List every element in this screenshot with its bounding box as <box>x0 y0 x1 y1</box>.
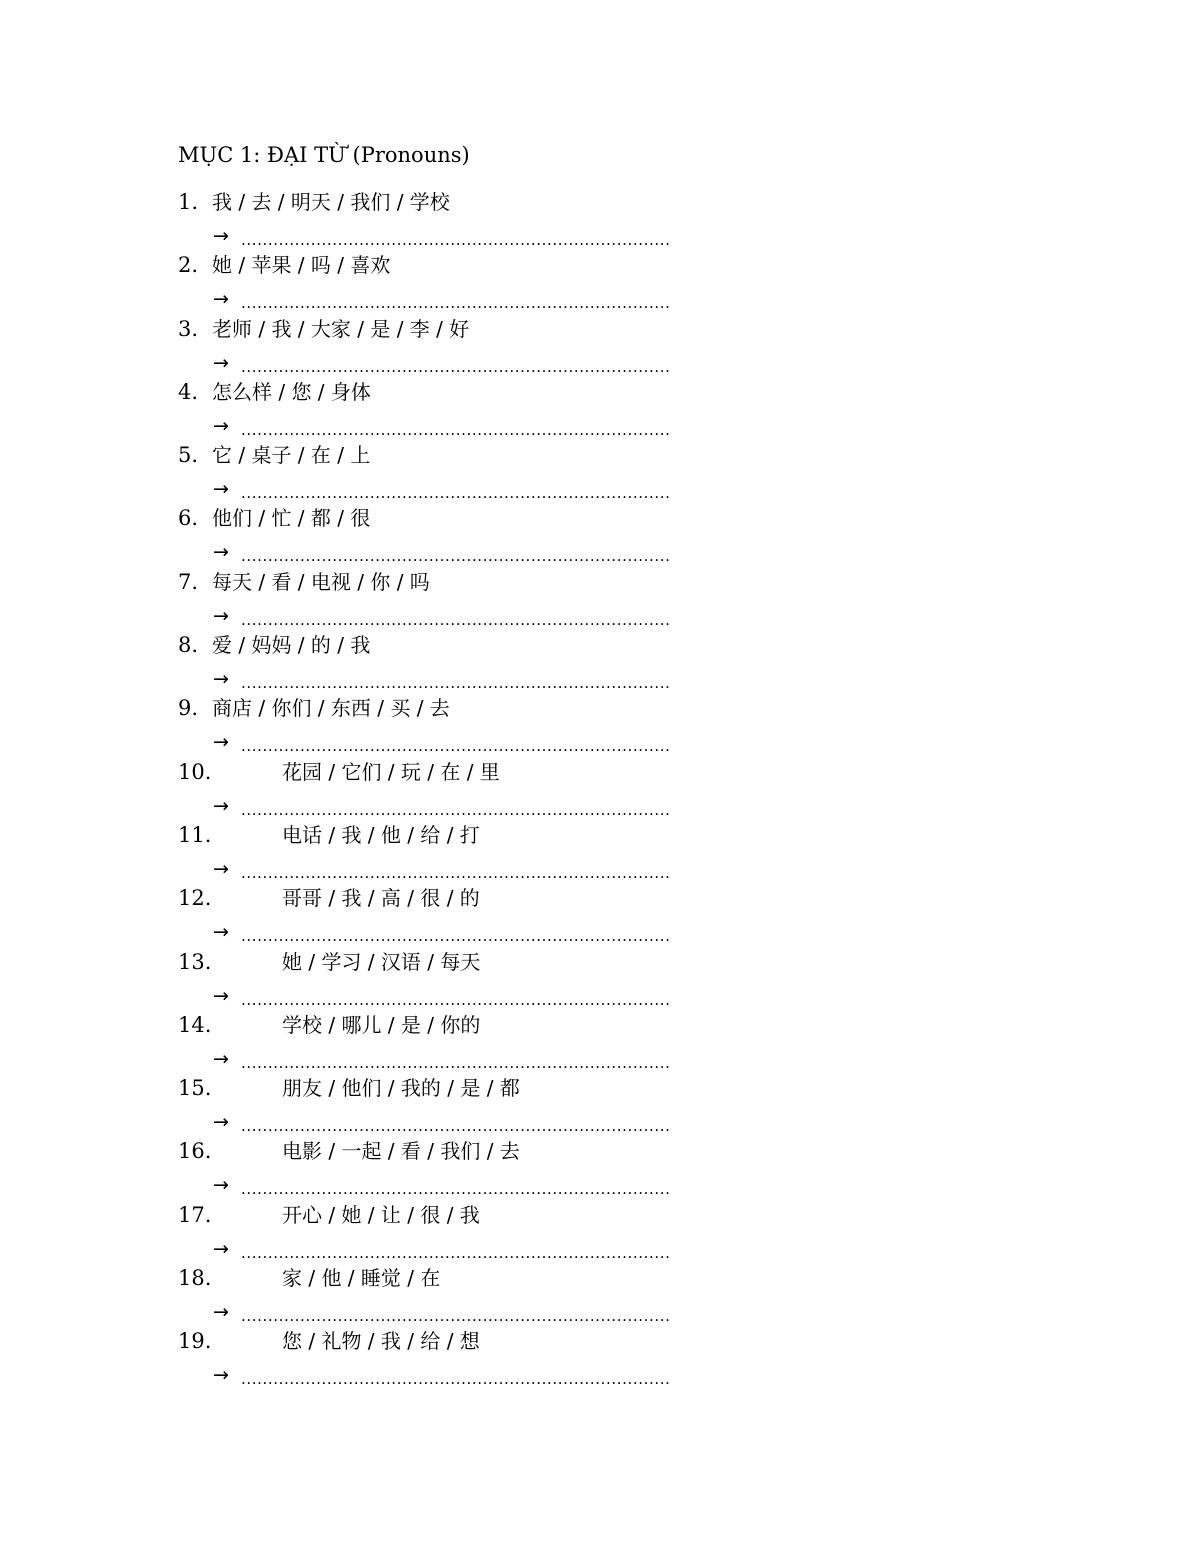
answer-blank: ................................................................................ <box>241 610 671 629</box>
item-number: 13. <box>178 949 212 974</box>
exercise-item <box>178 376 798 439</box>
question-text: 花园 / 它们 / 玩 / 在 / 里 <box>282 759 500 784</box>
question-text: 我 / 去 / 明天 / 我们 / 学校 <box>212 190 450 214</box>
exercise-item <box>178 313 798 376</box>
item-number: 19. <box>178 1329 212 1354</box>
arrow-icon: → <box>213 857 229 880</box>
exercise-item <box>178 1325 798 1388</box>
question-text: 老师 / 我 / 大家 / 是 / 李 / 好 <box>212 316 470 341</box>
question-text: 商店 / 你们 / 东西 / 买 / 去 <box>212 696 450 721</box>
answer-line <box>213 284 670 312</box>
arrow-icon: → <box>213 921 229 944</box>
exercise-item <box>178 186 798 249</box>
exercise-item <box>178 439 798 502</box>
question-line <box>178 946 480 978</box>
answer-blank: ................................................................................ <box>241 357 671 376</box>
question-line <box>178 1009 480 1041</box>
exercise-item <box>178 946 798 1009</box>
exercise-item <box>178 819 798 882</box>
item-number: 2. <box>178 253 199 278</box>
arrow-icon: → <box>213 1364 229 1387</box>
arrow-icon: → <box>213 1301 229 1324</box>
question-line <box>178 629 370 661</box>
answer-blank: ................................................................................ <box>241 294 671 313</box>
answer-line <box>213 537 670 565</box>
answer-line <box>213 1107 670 1135</box>
item-number: 10. <box>178 759 212 784</box>
answer-line <box>213 791 670 819</box>
question-line <box>178 1072 520 1104</box>
answer-blank: ................................................................................ <box>241 863 671 882</box>
item-number: 4. <box>178 379 199 404</box>
question-text: 您 / 礼物 / 我 / 给 / 想 <box>282 1329 480 1354</box>
answer-blank: ................................................................................ <box>241 1180 671 1199</box>
question-line <box>178 692 450 724</box>
question-text: 每天 / 看 / 电视 / 你 / 吗 <box>212 569 430 594</box>
answer-line <box>213 474 670 502</box>
answer-line <box>213 1297 670 1325</box>
answer-line <box>213 1044 670 1072</box>
item-number: 12. <box>178 886 212 911</box>
question-text: 开心 / 她 / 让 / 很 / 我 <box>282 1202 480 1227</box>
question-text: 电影 / 一起 / 看 / 我们 / 去 <box>282 1139 520 1164</box>
arrow-icon: → <box>213 668 229 691</box>
question-line <box>178 249 390 281</box>
item-number: 16. <box>178 1139 212 1164</box>
exercise-item <box>178 882 798 945</box>
answer-line <box>213 664 670 692</box>
answer-blank: ................................................................................ <box>241 1370 671 1389</box>
arrow-icon: → <box>213 1237 229 1260</box>
arrow-icon: → <box>213 604 229 627</box>
arrow-icon: → <box>213 351 229 374</box>
question-line <box>178 186 450 218</box>
arrow-icon: → <box>213 288 229 311</box>
question-line <box>178 1199 480 1231</box>
question-line <box>178 882 480 914</box>
question-text: 爱 / 妈妈 / 的 / 我 <box>212 633 371 658</box>
arrow-icon: → <box>213 794 229 817</box>
question-text: 他们 / 忙 / 都 / 很 <box>212 506 371 531</box>
answer-line <box>213 727 670 755</box>
answer-blank: ................................................................................ <box>241 927 671 946</box>
exercise-item <box>178 249 798 312</box>
exercise-item <box>178 1262 798 1325</box>
item-number: 15. <box>178 1076 212 1101</box>
answer-line <box>213 1360 670 1388</box>
exercise-item <box>178 1009 798 1072</box>
answer-blank: ................................................................................ <box>241 1053 671 1072</box>
answer-line <box>213 854 670 882</box>
answer-line <box>213 601 670 629</box>
question-text: 学校 / 哪儿 / 是 / 你的 <box>282 1012 481 1037</box>
question-line <box>178 313 469 345</box>
answer-blank: ................................................................................ <box>241 1243 671 1262</box>
answer-line <box>213 1170 670 1198</box>
section-heading: MỤC 1: ĐẠI TỪ (Pronouns) <box>178 143 470 167</box>
exercise-item <box>178 756 798 819</box>
answer-blank: ................................................................................ <box>241 420 671 439</box>
answer-blank: ................................................................................ <box>241 231 671 249</box>
item-number: 17. <box>178 1202 212 1227</box>
arrow-icon: → <box>213 984 229 1007</box>
question-line <box>178 502 370 534</box>
exercise-item <box>178 1135 798 1198</box>
exercise-item <box>178 1072 798 1135</box>
item-number: 5. <box>178 443 199 468</box>
item-number: 3. <box>178 316 199 341</box>
answer-blank: ................................................................................ <box>241 1307 671 1326</box>
arrow-icon: → <box>213 225 229 247</box>
answer-line <box>213 1234 670 1262</box>
exercise-item <box>178 629 798 692</box>
exercise-item <box>178 566 798 629</box>
item-number: 18. <box>178 1266 212 1291</box>
item-number: 11. <box>178 822 212 847</box>
question-text: 怎么样 / 您 / 身体 <box>212 379 371 404</box>
question-text: 电话 / 我 / 他 / 给 / 打 <box>282 822 480 847</box>
question-text: 哥哥 / 我 / 高 / 很 / 的 <box>282 886 480 911</box>
answer-blank: ................................................................................ <box>241 1117 671 1136</box>
answer-blank: ................................................................................ <box>241 800 671 819</box>
exercise-item <box>178 1199 798 1262</box>
question-line <box>178 439 370 471</box>
question-line <box>178 566 430 598</box>
item-number: 14. <box>178 1012 212 1037</box>
exercise-item <box>178 692 798 755</box>
answer-line <box>213 917 670 945</box>
item-number: 6. <box>178 506 199 531</box>
answer-blank: ................................................................................ <box>241 674 671 693</box>
question-line <box>178 1135 520 1167</box>
question-line <box>178 376 371 408</box>
item-number: 9. <box>178 696 199 721</box>
answer-blank: ................................................................................ <box>241 990 671 1009</box>
arrow-icon: → <box>213 414 229 437</box>
arrow-icon: → <box>213 1174 229 1197</box>
question-text: 家 / 他 / 睡觉 / 在 <box>282 1266 441 1291</box>
question-text: 她 / 苹果 / 吗 / 喜欢 <box>212 253 391 278</box>
answer-line <box>213 981 670 1009</box>
question-line <box>178 819 480 851</box>
arrow-icon: → <box>213 478 229 501</box>
item-number: 8. <box>178 633 199 658</box>
question-text: 她 / 学习 / 汉语 / 每天 <box>282 949 481 974</box>
arrow-icon: → <box>213 731 229 754</box>
answer-blank: ................................................................................ <box>241 547 671 566</box>
exercise-item <box>178 502 798 565</box>
item-number: 7. <box>178 569 199 594</box>
answer-line <box>213 411 670 439</box>
question-line <box>178 756 500 788</box>
answer-blank: ................................................................................ <box>241 484 671 503</box>
answer-blank: ................................................................................ <box>241 737 671 756</box>
answer-line <box>213 221 670 249</box>
question-line <box>178 1262 440 1294</box>
exercise-list <box>178 186 798 1389</box>
answer-line <box>213 348 670 376</box>
item-number: 1. <box>178 190 199 214</box>
question-line <box>178 1325 480 1357</box>
arrow-icon: → <box>213 541 229 564</box>
question-text: 它 / 桌子 / 在 / 上 <box>212 443 371 468</box>
arrow-icon: → <box>213 1047 229 1070</box>
question-text: 朋友 / 他们 / 我的 / 是 / 都 <box>282 1076 520 1101</box>
arrow-icon: → <box>213 1111 229 1134</box>
